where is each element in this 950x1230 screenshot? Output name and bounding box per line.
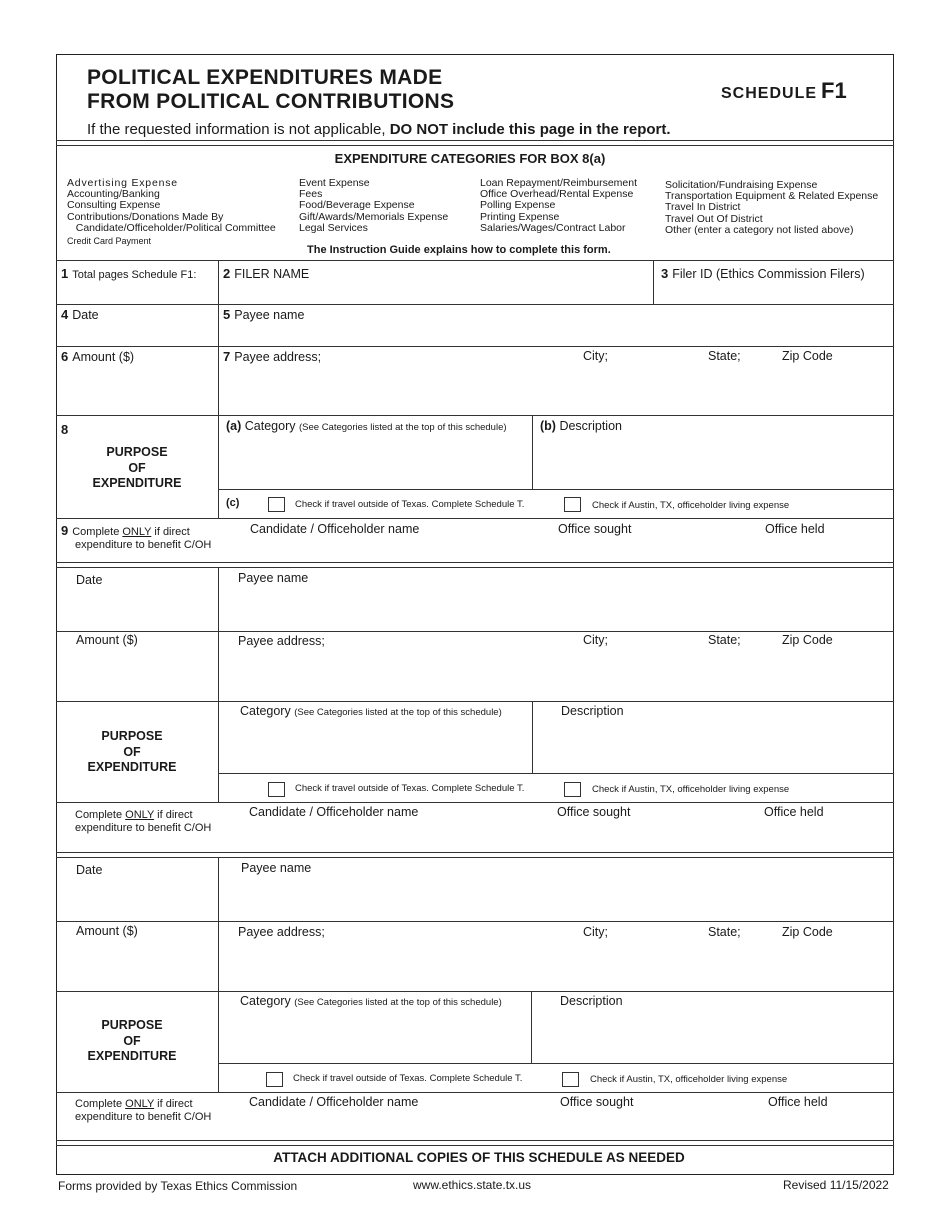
purpose-line: PURPOSE xyxy=(101,1018,163,1032)
austin-check-label: Check if Austin, TX, officeholder living expense xyxy=(590,1074,788,1085)
description-label: Description xyxy=(559,419,622,433)
office-held-field[interactable]: Office held xyxy=(764,805,824,819)
travel-check-label: Check if travel outside of Texas. Complete Schedule T. xyxy=(293,1073,523,1084)
austin-living-expense-checkbox[interactable] xyxy=(564,782,581,797)
travel-check-label: Check if travel outside of Texas. Complete Schedule T. xyxy=(295,783,525,794)
box-number: 3 xyxy=(661,266,669,281)
benefit-text-line2: expenditure to benefit C/OH xyxy=(75,822,212,834)
benefit-text: Complete xyxy=(75,809,126,821)
state-field[interactable]: State; xyxy=(708,925,741,939)
entry2-row-line xyxy=(56,631,894,632)
benefit-text: if direct xyxy=(154,809,193,821)
entry1-check-line xyxy=(218,489,894,490)
filer-name-field[interactable] xyxy=(223,266,309,281)
attach-copies-note: ATTACH ADDITIONAL COPIES OF THIS SCHEDULE AS NEEDED xyxy=(273,1150,685,1165)
entry3-left-divider xyxy=(218,857,219,1092)
entry-separator xyxy=(56,562,894,563)
category-divider xyxy=(531,991,532,1063)
payee-address-field[interactable] xyxy=(223,349,321,364)
payee-name-field[interactable]: Payee name xyxy=(238,571,309,585)
category-item: Travel Out Of District xyxy=(665,212,763,225)
category-item: Accounting/Banking xyxy=(67,188,160,201)
austin-check-label: Check if Austin, TX, officeholder living expense xyxy=(592,500,790,511)
purpose-of-expenditure xyxy=(57,729,207,776)
description-field[interactable]: Description xyxy=(560,994,623,1008)
candidate-officeholder-name-field[interactable]: Candidate / Officeholder name xyxy=(249,1095,419,1109)
category-item: Gift/Awards/Memorials Expense xyxy=(299,210,449,223)
category-divider xyxy=(532,415,533,489)
entry2-row-line xyxy=(56,802,894,803)
category-item: Other (enter a category not listed above) xyxy=(665,223,854,236)
payee-name-field[interactable]: Payee name xyxy=(241,861,312,875)
date-field[interactable] xyxy=(61,307,99,322)
candidate-officeholder-name-field[interactable]: Candidate / Officeholder name xyxy=(250,522,420,536)
category-item: Travel In District xyxy=(665,201,741,214)
category-item: Printing Expense xyxy=(480,210,560,223)
category-label: Category xyxy=(240,704,291,718)
entry1-row-line xyxy=(56,415,894,416)
total-pages-field[interactable] xyxy=(61,266,196,281)
box-number: 9 xyxy=(61,523,69,538)
austin-check-label: Check if Austin, TX, officeholder living expense xyxy=(592,784,790,795)
entry3-row-line xyxy=(56,1092,894,1093)
category-item: Candidate/Officeholder/Political Committee xyxy=(67,221,276,234)
state-field[interactable]: State; xyxy=(708,633,741,647)
filer-row-top xyxy=(56,260,894,261)
category-field[interactable] xyxy=(240,704,502,718)
city-field[interactable]: City; xyxy=(583,925,608,939)
travel-check-label: Check if travel outside of Texas. Complete Schedule T. xyxy=(295,499,525,510)
footer-provider: Forms provided by Texas Ethics Commission xyxy=(58,1179,298,1193)
categories-col1 xyxy=(67,178,276,247)
header-divider-2 xyxy=(56,145,894,146)
category-item: Office Overhead/Rental Expense xyxy=(480,188,634,201)
filer-divider-1 xyxy=(218,260,219,304)
entry3-row-line xyxy=(56,991,894,992)
office-held-field[interactable]: Office held xyxy=(765,522,825,536)
benefit-only-text: ONLY xyxy=(125,809,155,821)
categories-heading: EXPENDITURE CATEGORIES FOR BOX 8(a) xyxy=(334,151,606,166)
entry2-left-divider xyxy=(218,567,219,802)
not-applicable-note xyxy=(87,121,671,138)
box-number: 6 xyxy=(61,349,69,364)
date-label: Date xyxy=(72,308,99,322)
office-sought-field[interactable]: Office sought xyxy=(560,1095,634,1109)
schedule-word: SCHEDULE xyxy=(721,85,818,102)
entry-separator xyxy=(56,852,894,853)
categories-col3 xyxy=(480,178,637,234)
office-sought-field[interactable]: Office sought xyxy=(557,805,631,819)
box-number: 4 xyxy=(61,307,69,322)
benefit-only-text: ONLY xyxy=(125,1098,155,1110)
form-title xyxy=(87,66,454,114)
benefit-coh-note xyxy=(61,524,211,552)
entry2-row-line xyxy=(56,701,894,702)
categories-col4 xyxy=(665,180,878,236)
header-divider xyxy=(56,140,894,141)
zip-code-field[interactable]: Zip Code xyxy=(782,925,833,939)
category-item: Credit Card Payment xyxy=(67,236,152,247)
box-number: 1 xyxy=(61,266,69,281)
city-field[interactable]: City; xyxy=(583,633,608,647)
purpose-line: OF xyxy=(123,744,141,759)
box-number: 2 xyxy=(223,266,231,281)
purpose-of-expenditure xyxy=(62,445,212,492)
filer-id-label: Filer ID (Ethics Commission Filers) xyxy=(672,267,865,281)
payee-name-label: Payee name xyxy=(234,308,305,322)
entry-separator xyxy=(56,1140,894,1141)
category-item: Event Expense xyxy=(299,177,370,189)
purpose-line: PURPOSE xyxy=(101,729,163,743)
travel-outside-texas-checkbox[interactable] xyxy=(266,1072,283,1087)
benefit-text-line2: expenditure to benefit C/OH xyxy=(75,1111,212,1123)
category-item: Consulting Expense xyxy=(67,199,161,212)
description-field[interactable]: Description xyxy=(561,704,624,718)
categories-col2 xyxy=(299,178,448,234)
entry1-row-line xyxy=(56,518,894,519)
benefit-coh-note xyxy=(75,809,211,835)
benefit-text: Complete xyxy=(72,526,123,538)
travel-outside-texas-checkbox[interactable] xyxy=(268,497,285,512)
zip-code-field[interactable]: Zip Code xyxy=(782,349,833,363)
payee-name-field[interactable] xyxy=(223,307,304,322)
form-title-line1: POLITICAL EXPENDITURES MADE xyxy=(87,66,443,89)
payee-address-field[interactable]: Payee address; xyxy=(238,634,325,648)
benefit-coh-note xyxy=(75,1098,211,1124)
box-marker: (a) xyxy=(226,419,242,433)
category-label: Category xyxy=(240,994,291,1008)
state-field[interactable]: State; xyxy=(708,349,741,363)
entry-separator-2 xyxy=(56,1145,894,1146)
instruction-note: The Instruction Guide explains how to complete this form. xyxy=(307,244,611,256)
category-label: Category xyxy=(244,419,296,433)
benefit-text: if direct xyxy=(154,1098,193,1110)
purpose-line: OF xyxy=(128,460,146,475)
category-item: Polling Expense xyxy=(480,199,556,212)
category-field[interactable] xyxy=(240,994,502,1008)
footer-website[interactable]: www.ethics.state.tx.us xyxy=(413,1178,532,1192)
category-note: (See Categories listed at the top of this schedule) xyxy=(298,422,507,433)
category-item: Loan Repayment/Reimbursement xyxy=(480,177,637,189)
box-number: 7 xyxy=(223,349,231,364)
entry1-left-divider xyxy=(218,304,219,518)
category-item: Fees xyxy=(299,188,323,201)
filer-divider-2 xyxy=(653,260,654,304)
category-item: Advertising Expense xyxy=(67,177,178,189)
amount-label: Amount ($) xyxy=(72,350,135,364)
box-number: 8 xyxy=(61,422,69,437)
purpose-line: OF xyxy=(123,1033,141,1048)
box-number: 5 xyxy=(223,307,231,322)
amount-field[interactable]: Amount ($) xyxy=(76,633,138,647)
payee-address-label: Payee address; xyxy=(234,350,322,364)
schedule-label xyxy=(721,78,847,104)
filer-row-bottom xyxy=(56,304,894,305)
austin-living-expense-checkbox[interactable] xyxy=(564,497,581,512)
entry-separator-2 xyxy=(56,857,894,858)
category-field[interactable] xyxy=(226,419,507,433)
category-note: (See Categories listed at the top of this schedule) xyxy=(294,997,502,1008)
date-field[interactable]: Date xyxy=(76,573,103,587)
category-item: Contributions/Donations Made By xyxy=(67,210,224,223)
box-marker: (c) xyxy=(226,497,240,509)
note-plain-text: If the requested information is not applicable, xyxy=(87,121,390,138)
form-title-line2: FROM POLITICAL CONTRIBUTIONS xyxy=(87,90,455,113)
office-sought-field[interactable]: Office sought xyxy=(558,522,632,536)
entry3-check-line xyxy=(218,1063,894,1064)
category-item: Food/Beverage Expense xyxy=(299,199,415,212)
austin-living-expense-checkbox[interactable] xyxy=(562,1072,579,1087)
benefit-text: if direct xyxy=(151,526,190,538)
office-held-field[interactable]: Office held xyxy=(768,1095,828,1109)
category-item: Solicitation/Fundraising Expense xyxy=(665,179,818,191)
purpose-line: EXPENDITURE xyxy=(87,1049,177,1063)
description-field[interactable] xyxy=(540,419,622,433)
benefit-only-text: ONLY xyxy=(122,526,152,538)
purpose-line: PURPOSE xyxy=(106,445,168,459)
category-divider xyxy=(532,701,533,773)
purpose-line: EXPENDITURE xyxy=(92,476,182,490)
category-item: Legal Services xyxy=(299,221,368,234)
zip-code-field[interactable]: Zip Code xyxy=(782,633,833,647)
note-bold-text: DO NOT include this page in the report. xyxy=(389,121,671,138)
purpose-of-expenditure xyxy=(57,1018,207,1065)
candidate-officeholder-name-field[interactable]: Candidate / Officeholder name xyxy=(249,805,419,819)
amount-field[interactable] xyxy=(61,349,134,364)
amount-field[interactable]: Amount ($) xyxy=(76,924,138,938)
total-pages-label: Total pages Schedule F1: xyxy=(72,269,197,281)
box-marker: (b) xyxy=(540,419,556,433)
filer-name-label: FILER NAME xyxy=(234,267,310,281)
benefit-text-line2: expenditure to benefit C/OH xyxy=(75,539,212,551)
category-item: Transportation Equipment & Related Expense xyxy=(665,190,879,203)
date-field[interactable]: Date xyxy=(76,863,103,877)
entry-separator-2 xyxy=(56,567,894,568)
benefit-text: Complete xyxy=(75,1098,126,1110)
schedule-code: F1 xyxy=(821,78,847,103)
entry3-row-line xyxy=(56,921,894,922)
footer-revised: Revised 11/15/2022 xyxy=(783,1178,889,1192)
entry2-check-line xyxy=(218,773,894,774)
filer-id-field[interactable] xyxy=(661,266,865,281)
category-item: Salaries/Wages/Contract Labor xyxy=(480,221,626,234)
category-note: (See Categories listed at the top of this schedule) xyxy=(294,707,502,718)
payee-address-field[interactable]: Payee address; xyxy=(238,925,325,939)
entry1-row-line xyxy=(56,346,894,347)
travel-outside-texas-checkbox[interactable] xyxy=(268,782,285,797)
city-field[interactable]: City; xyxy=(583,349,608,363)
purpose-line: EXPENDITURE xyxy=(87,760,177,774)
